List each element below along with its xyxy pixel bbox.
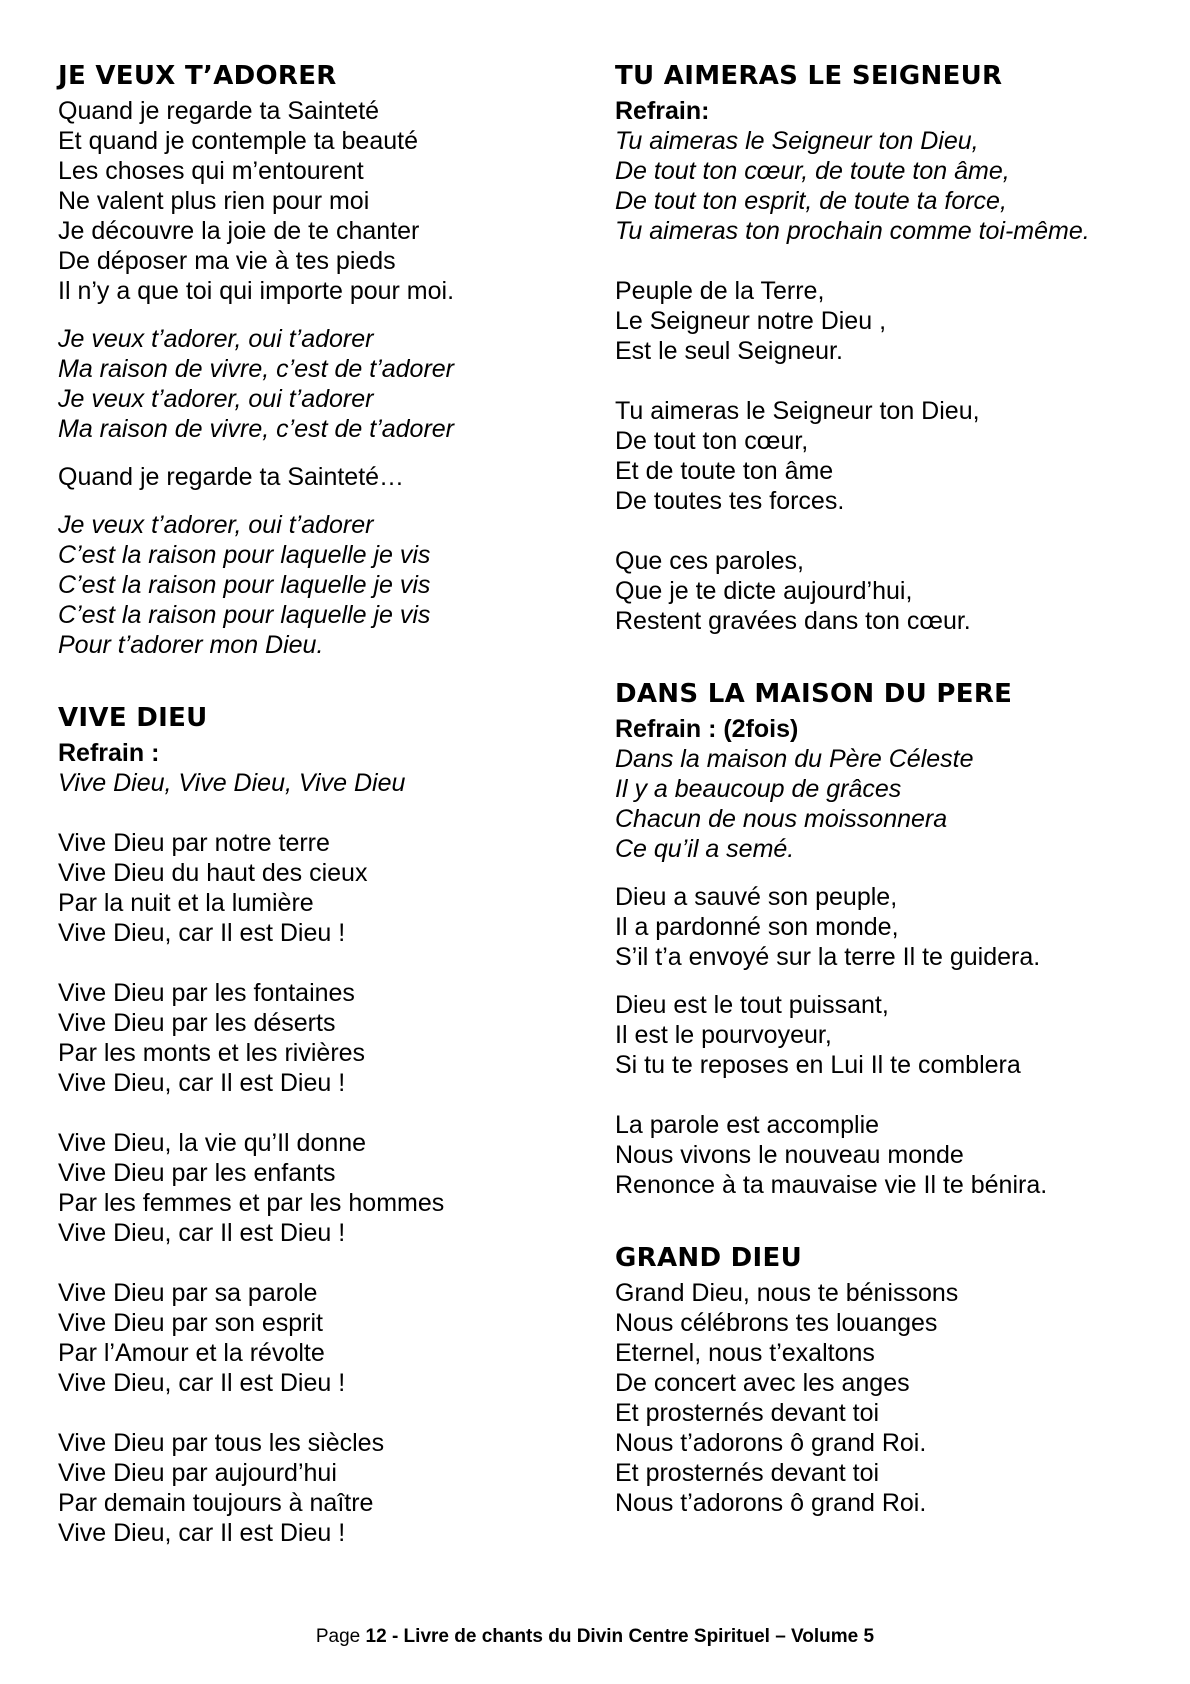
footer-prefix: Page [315, 1626, 366, 1647]
lyric-line: Le Seigneur notre Dieu , [615, 307, 887, 335]
lyric-line: De déposer ma vie à tes pieds [58, 247, 396, 275]
lyric-line: Nous t’adorons ô grand Roi. [615, 1429, 927, 1457]
song [615, 678, 1175, 1200]
verse-stanza [615, 276, 1175, 366]
song-title: DANS LA MAISON DU PERE [615, 679, 1013, 709]
lyric-line: Vive Dieu par les fontaines [58, 979, 355, 1007]
lyric-line: Vive Dieu, car Il est Dieu ! [58, 919, 346, 947]
lyric-line: Tu aimeras le Seigneur ton Dieu, [615, 397, 980, 425]
lyric-line: La parole est accomplie [615, 1111, 880, 1139]
lyric-line: Nous célébrons tes louanges [615, 1309, 938, 1337]
lyric-line: Dieu est le tout puissant, [615, 991, 889, 1019]
verse-stanza [615, 546, 1175, 636]
song [58, 702, 578, 1548]
lyric-line: Ma raison de vivre, c’est de t’adorer [58, 355, 455, 383]
lyric-line: Vive Dieu, car Il est Dieu ! [58, 1069, 346, 1097]
lyric-line: Vive Dieu, car Il est Dieu ! [58, 1219, 346, 1247]
footer-page-number: 12 [365, 1626, 387, 1647]
verse-stanza [615, 1110, 1175, 1200]
lyric-line: S’il t’a envoyé sur la terre Il te guidera. [615, 943, 1041, 971]
lyric-line: C’est la raison pour laquelle je vis [58, 571, 431, 599]
lyric-line: Renonce à ta mauvaise vie Il te bénira. [615, 1171, 1048, 1199]
lyric-line: De concert avec les anges [615, 1369, 910, 1397]
lyric-line: Vive Dieu par tous les siècles [58, 1429, 385, 1457]
lyric-line: Ce qu’il a semé. [615, 835, 795, 863]
lyric-line: Vive Dieu, car Il est Dieu ! [58, 1519, 346, 1547]
refrain-stanza [615, 744, 1175, 864]
footer-book-title: - Livre de chants du Divin Centre Spirituel – Volume 5 [386, 1626, 875, 1647]
lyric-line: Nous vivons le nouveau monde [615, 1141, 964, 1169]
lyric-line: Il a pardonné son monde, [615, 913, 899, 941]
lyric-line: Et quand je contemple ta beauté [58, 127, 418, 155]
lyric-line: Dans la maison du Père Céleste [615, 745, 974, 773]
lyric-line: Vive Dieu par son esprit [58, 1309, 323, 1337]
lyric-line: Et prosternés devant toi [615, 1399, 880, 1427]
lyric-line: Est le seul Seigneur. [615, 337, 843, 365]
lyric-line: Que ces paroles, [615, 547, 804, 575]
verse-stanza [58, 828, 578, 948]
lyric-line: Nous t’adorons ô grand Roi. [615, 1489, 927, 1517]
lyric-line: Si tu te reposes en Lui Il te comblera [615, 1051, 1021, 1079]
lyric-line: Je découvre la joie de te chanter [58, 217, 420, 245]
verse-stanza [58, 1428, 578, 1548]
verse-stanza [58, 1278, 578, 1398]
lyric-line: De tout ton esprit, de toute ta force, [615, 187, 1007, 215]
left-column [58, 60, 578, 1590]
lyric-line: Quand je regarde ta Sainteté… [58, 463, 405, 491]
lyric-line: Dieu a sauvé son peuple, [615, 883, 898, 911]
lyric-line: Et prosternés devant toi [615, 1459, 880, 1487]
lyric-line: Il y a beaucoup de grâces [615, 775, 902, 803]
verse-stanza [58, 978, 578, 1098]
verse-stanza [615, 1278, 1175, 1518]
lyric-line: Par les femmes et par les hommes [58, 1189, 445, 1217]
lyric-line: Il est le pourvoyeur, [615, 1021, 832, 1049]
refrain-label: Refrain: [615, 97, 710, 125]
lyric-line: Vive Dieu par les déserts [58, 1009, 336, 1037]
lyric-line: Et de toute ton âme [615, 457, 834, 485]
refrain-stanza [615, 126, 1175, 246]
lyric-line: Vive Dieu par notre terre [58, 829, 330, 857]
lyric-line: Par demain toujours à naître [58, 1489, 374, 1517]
song [615, 60, 1175, 636]
lyric-line: De toutes tes forces. [615, 487, 845, 515]
song-title: VIVE DIEU [58, 703, 208, 733]
lyric-line: Vive Dieu par les enfants [58, 1159, 336, 1187]
song-title: GRAND DIEU [615, 1243, 803, 1273]
lyric-line: Chacun de nous moissonnera [615, 805, 948, 833]
lyric-line: Par la nuit et la lumière [58, 889, 314, 917]
song-title: TU AIMERAS LE SEIGNEUR [615, 61, 1003, 91]
lyric-line: Les choses qui m’entourent [58, 157, 364, 185]
lyric-line: C’est la raison pour laquelle je vis [58, 541, 431, 569]
lyric-line: Vive Dieu par sa parole [58, 1279, 318, 1307]
lyric-line: Il n’y a que toi qui importe pour moi. [58, 277, 455, 305]
refrain-stanza [58, 768, 578, 798]
verse-stanza [615, 882, 1175, 972]
refrain-label: Refrain : [58, 739, 160, 767]
verse-stanza [615, 990, 1175, 1080]
lyric-line: Que je te dicte aujourd’hui, [615, 577, 913, 605]
lyric-line: Tu aimeras ton prochain comme toi-même. [615, 217, 1090, 245]
verse-stanza [615, 396, 1175, 516]
song [58, 60, 578, 660]
lyric-line: De tout ton cœur, de toute ton âme, [615, 157, 1010, 185]
lyric-line: Vive Dieu, car Il est Dieu ! [58, 1369, 346, 1397]
lyric-line: Ma raison de vivre, c’est de t’adorer [58, 415, 455, 443]
lyric-line: Vive Dieu par aujourd’hui [58, 1459, 337, 1487]
lyric-line: Vive Dieu du haut des cieux [58, 859, 368, 887]
right-column [615, 60, 1175, 1560]
refrain-stanza [58, 510, 578, 660]
refrain-stanza [58, 324, 578, 444]
lyric-line: Vive Dieu, la vie qu’Il donne [58, 1129, 367, 1157]
lyric-line: Je veux t’adorer, oui t’adorer [58, 385, 374, 413]
refrain-label: Refrain : (2fois) [615, 715, 799, 743]
lyric-line: Tu aimeras le Seigneur ton Dieu, [615, 127, 979, 155]
verse-stanza [58, 96, 578, 306]
lyric-line: Vive Dieu, Vive Dieu, Vive Dieu [58, 769, 406, 797]
lyric-line: Par l’Amour et la révolte [58, 1339, 325, 1367]
lyric-line: Peuple de la Terre, [615, 277, 825, 305]
lyric-line: C’est la raison pour laquelle je vis [58, 601, 431, 629]
lyric-line: Grand Dieu, nous te bénissons [615, 1279, 959, 1307]
lyric-line: Je veux t’adorer, oui t’adorer [58, 325, 374, 353]
lyric-line: Restent gravées dans ton cœur. [615, 607, 971, 635]
lyric-line: Par les monts et les rivières [58, 1039, 366, 1067]
lyric-line: Eternel, nous t’exaltons [615, 1339, 875, 1367]
verse-stanza [58, 462, 578, 492]
verse-stanza [58, 1128, 578, 1248]
page-footer [0, 1625, 1190, 1649]
lyric-line: Pour t’adorer mon Dieu. [58, 631, 324, 659]
lyric-line: Je veux t’adorer, oui t’adorer [58, 511, 374, 539]
song [615, 1242, 1175, 1518]
lyric-line: Quand je regarde ta Sainteté [58, 97, 380, 125]
song-title: JE VEUX T’ADORER [58, 61, 337, 91]
lyric-line: Ne valent plus rien pour moi [58, 187, 370, 215]
lyric-line: De tout ton cœur, [615, 427, 809, 455]
